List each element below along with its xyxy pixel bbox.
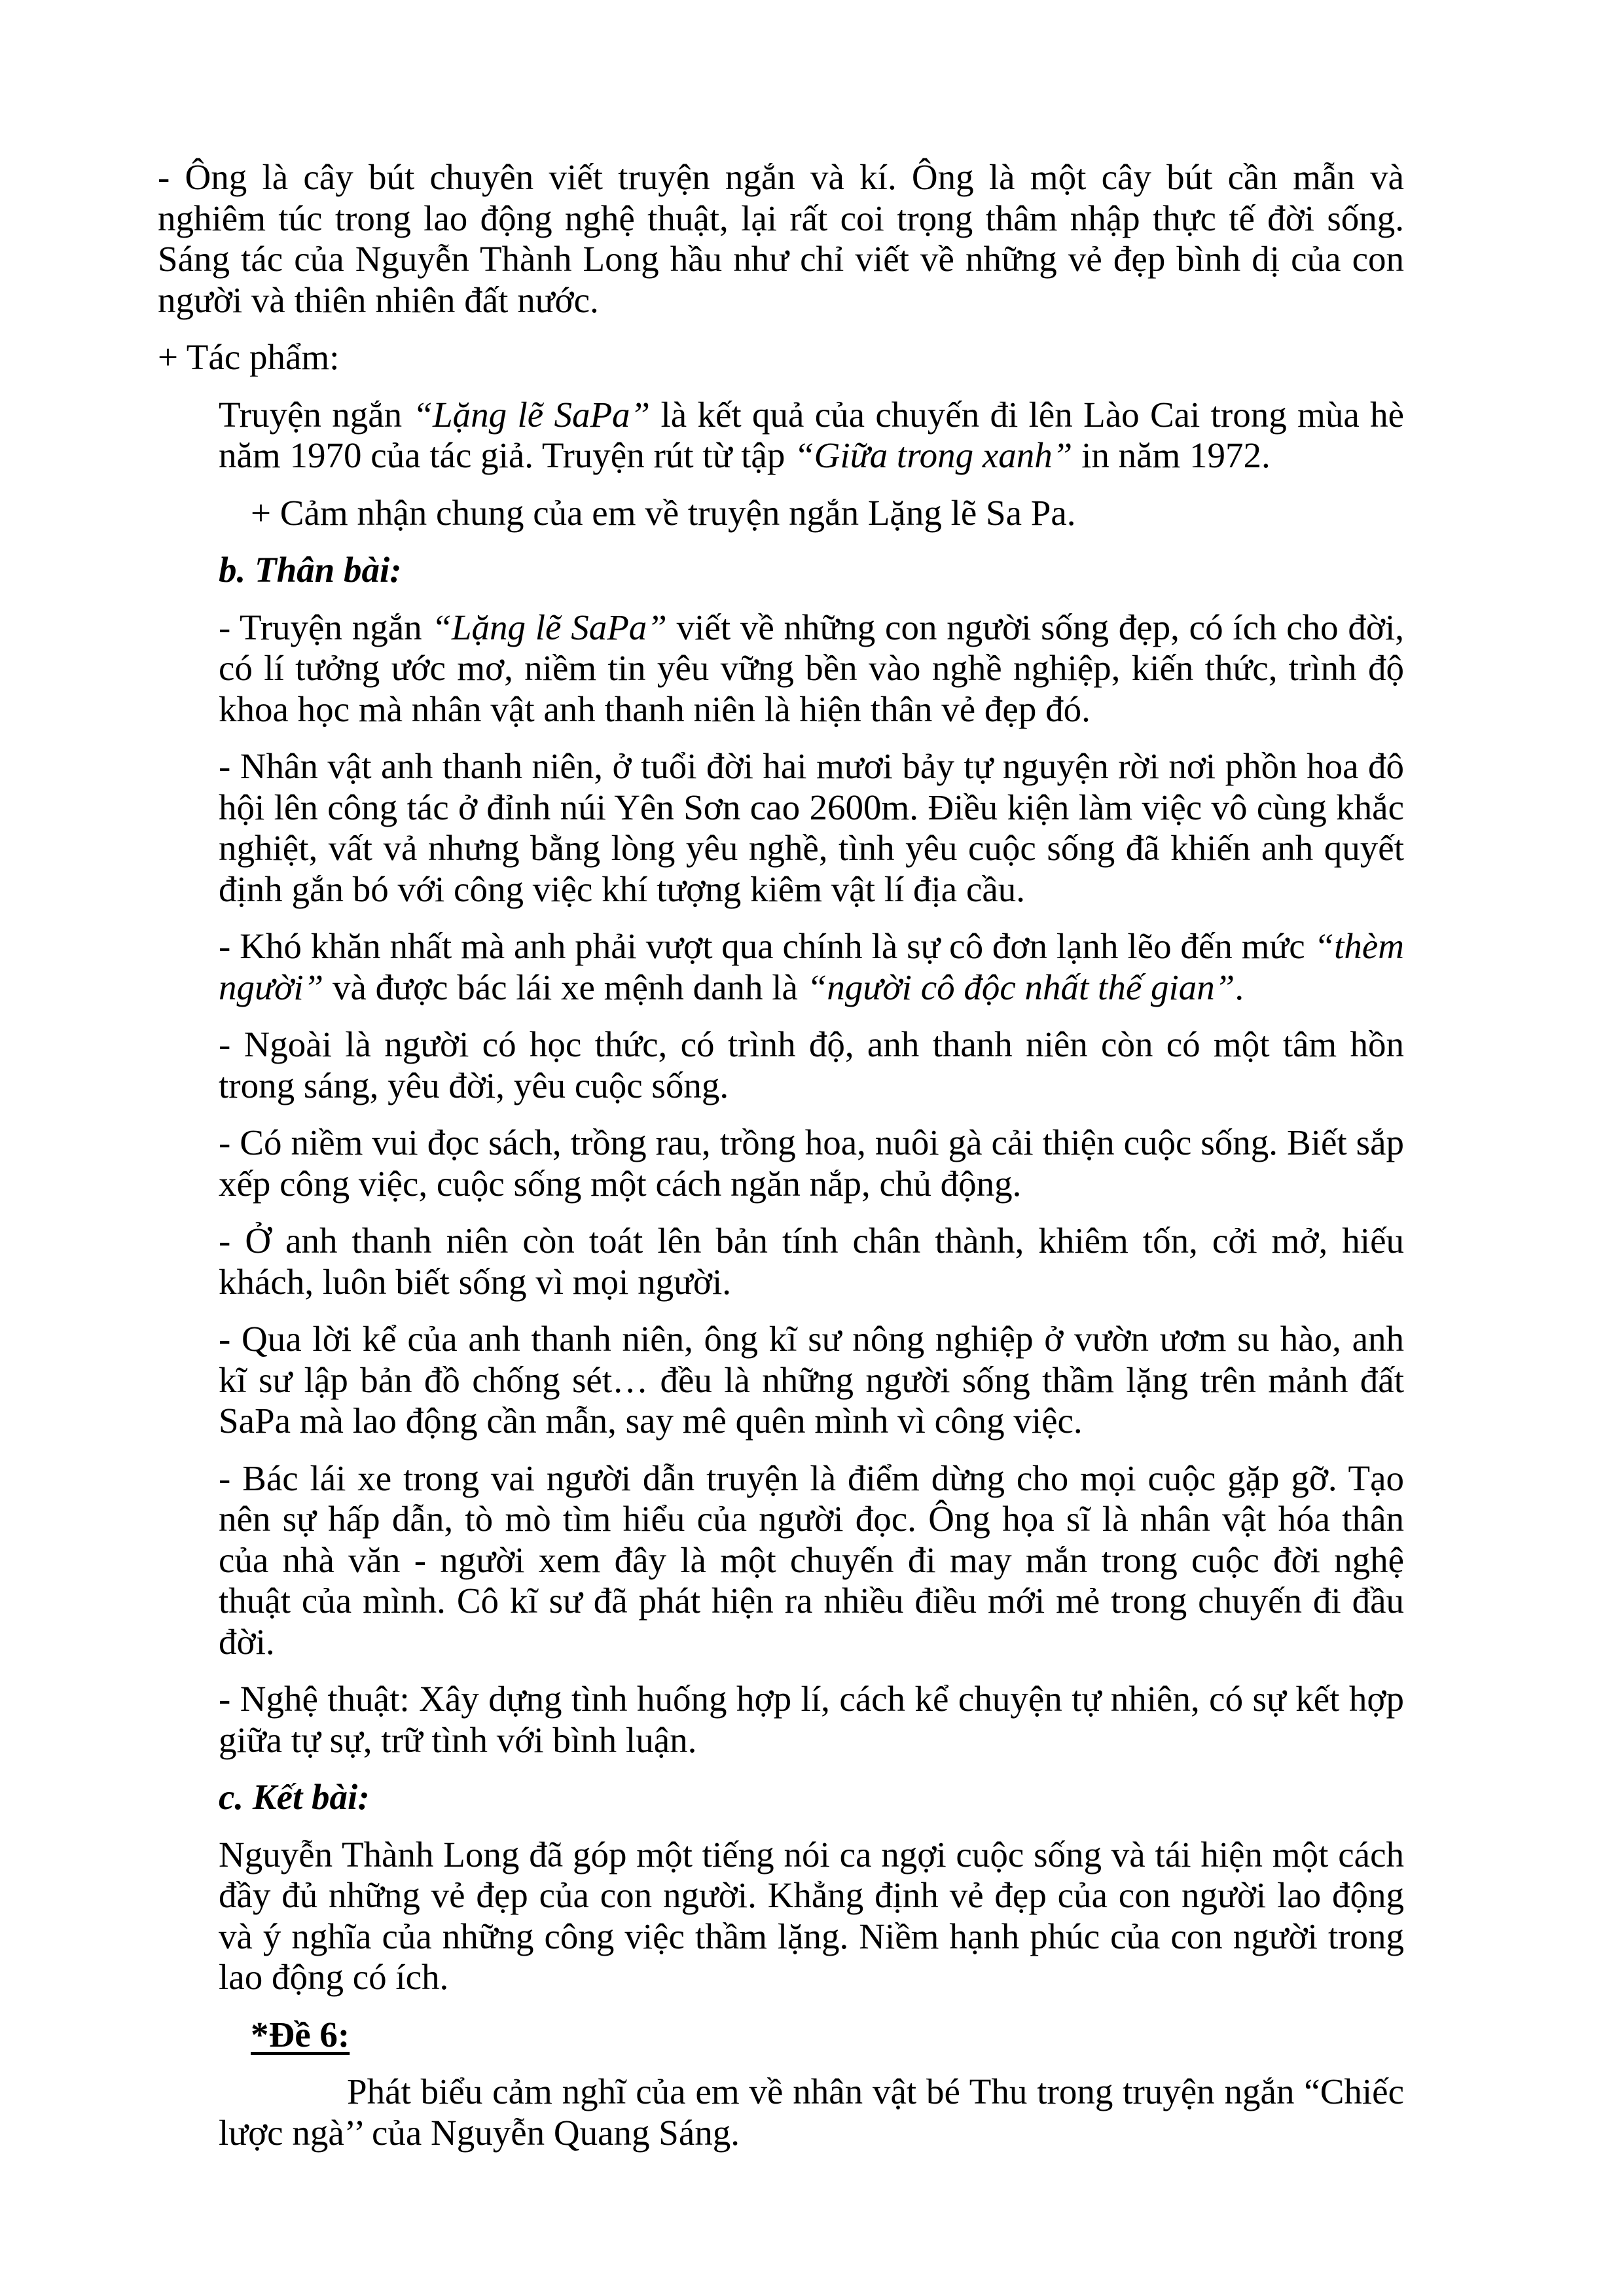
work-paragraph: [219, 395, 1404, 476]
collection-italic: “Giữa trong xanh”: [794, 435, 1073, 475]
title-italic: “Lặng lẽ SaPa”: [412, 394, 651, 435]
impression-line: + Cảm nhận chung của em về truyện ngắn Lặng lẽ Sa Pa.: [251, 492, 1076, 533]
work-label: + Tác phẩm:: [158, 337, 340, 377]
topic-6-heading: [251, 2015, 1404, 2056]
text: Truyện ngắn: [219, 394, 413, 435]
quote-italic: “thèm người”: [219, 926, 1404, 1007]
author-paragraph: - Ông là cây bút chuyên viết truyện ngắn và kí. Ông là một cây bút cần mẫn và nghiêm túc trong lao động nghệ thuật, lại rất coi trọng thâm nhập thực tế đời sống. Sáng tác của Nguyễn Thành Long hầu như chỉ viết về những vẻ đẹp bình dị của con người và thiên nhiên đất nước.: [158, 157, 1404, 320]
body-paragraph-7: - Qua lời kể của anh thanh niên, ông kĩ sư nông nghiệp ở vườn ươm su hào, anh kĩ sư lập bản đồ chống sét… đều là những người sống thầm lặng trên mảnh đất SaPa mà lao động cần mẫn, say mê quên mình vì công việc.: [219, 1319, 1404, 1441]
body-paragraph-8: - Bác lái xe trong vai người dẫn truyện là điểm dừng cho mọi cuộc gặp gỡ. Tạo nên sự hấp dẫn, tò mò tìm hiểu của người đọc. Ông họa sĩ là nhân vật hóa thân của nhà văn - người xem đây là một chuyến đi may mắn trong cuộc đời nghệ thuật của mình. Cô kĩ sư đã phát hiện ra nhiều điều mới mẻ trong chuyến đi đầu đời.: [219, 1458, 1404, 1662]
text: là kết quả của chuyến đi lên Lào Cai trong mùa hè năm 1970 của tác giả. Truyện rút từ tập: [219, 394, 1404, 475]
body-heading: b. Thân bài:: [219, 550, 402, 590]
conclusion-paragraph: Nguyễn Thành Long đã góp một tiếng nói ca ngợi cuộc sống và tái hiện một cách đầy đủ những vẻ đẹp của con người. Khẳng định vẻ đẹp của con người lao động và ý nghĩa của những công việc thầm lặng. Niềm hạnh phúc của con người trong lao động có ích.: [219, 1834, 1404, 1997]
body-paragraph-9: - Nghệ thuật: Xây dựng tình huống hợp lí, cách kể chuyện tự nhiên, có sự kết hợp giữa tự sự, trữ tình với bình luận.: [219, 1679, 1404, 1760]
topic-6-label: *Đề 6:: [251, 2014, 350, 2054]
quote-italic: “người cô độc nhất thế gian”: [806, 967, 1235, 1007]
body-paragraph-3: [219, 926, 1404, 1008]
text: và được bác lái xe mệnh danh là: [323, 967, 807, 1007]
conclusion-heading: c. Kết bài:: [219, 1777, 370, 1817]
text: in năm 1972.: [1072, 435, 1271, 475]
title-italic: “Lặng lẽ SaPa”: [431, 607, 667, 647]
text: - Khó khăn nhất mà anh phải vượt qua chính là sự cô đơn lạnh lẽo đến mức: [219, 926, 1314, 966]
text: .: [1235, 967, 1244, 1007]
text: - Truyện ngắn: [219, 607, 432, 647]
topic-6-prompt: Phát biểu cảm nghĩ của em về nhân vật bé Thu trong truyện ngắn “Chiếc lược ngà’’ của Nguyễn Quang Sáng.: [219, 2072, 1404, 2153]
body-paragraph-1: [219, 607, 1404, 730]
body-paragraph-4: - Ngoài là người có học thức, có trình độ, anh thanh niên còn có một tâm hồn trong sáng, yêu đời, yêu cuộc sống.: [219, 1024, 1404, 1105]
text: viết về những con người sống đẹp, có ích cho đời, có lí tưởng ước mơ, niềm tin yêu vững bền vào nghề nghiệp, kiến thức, trình độ khoa học mà nhân vật anh thanh niên là hiện thân vẻ đẹp đó.: [219, 607, 1404, 729]
body-paragraph-6: - Ở anh thanh niên còn toát lên bản tính chân thành, khiêm tốn, cởi mở, hiếu khách, luôn biết sống vì mọi người.: [219, 1221, 1404, 1302]
body-paragraph-5: - Có niềm vui đọc sách, trồng rau, trồng hoa, nuôi gà cải thiện cuộc sống. Biết sắp xếp công việc, cuộc sống một cách ngăn nắp, chủ động.: [219, 1122, 1404, 1204]
body-paragraph-2: - Nhân vật anh thanh niên, ở tuổi đời hai mươi bảy tự nguyện rời nơi phồn hoa đô hội lên công tác ở đỉnh núi Yên Sơn cao 2600m. Điều kiện làm việc vô cùng khắc nghiệt, vất vả nhưng bằng lòng yêu nghề, tình yêu cuộc sống đã khiến anh quyết định gắn bó với công việc khí tượng kiêm vật lí địa cầu.: [219, 746, 1404, 909]
